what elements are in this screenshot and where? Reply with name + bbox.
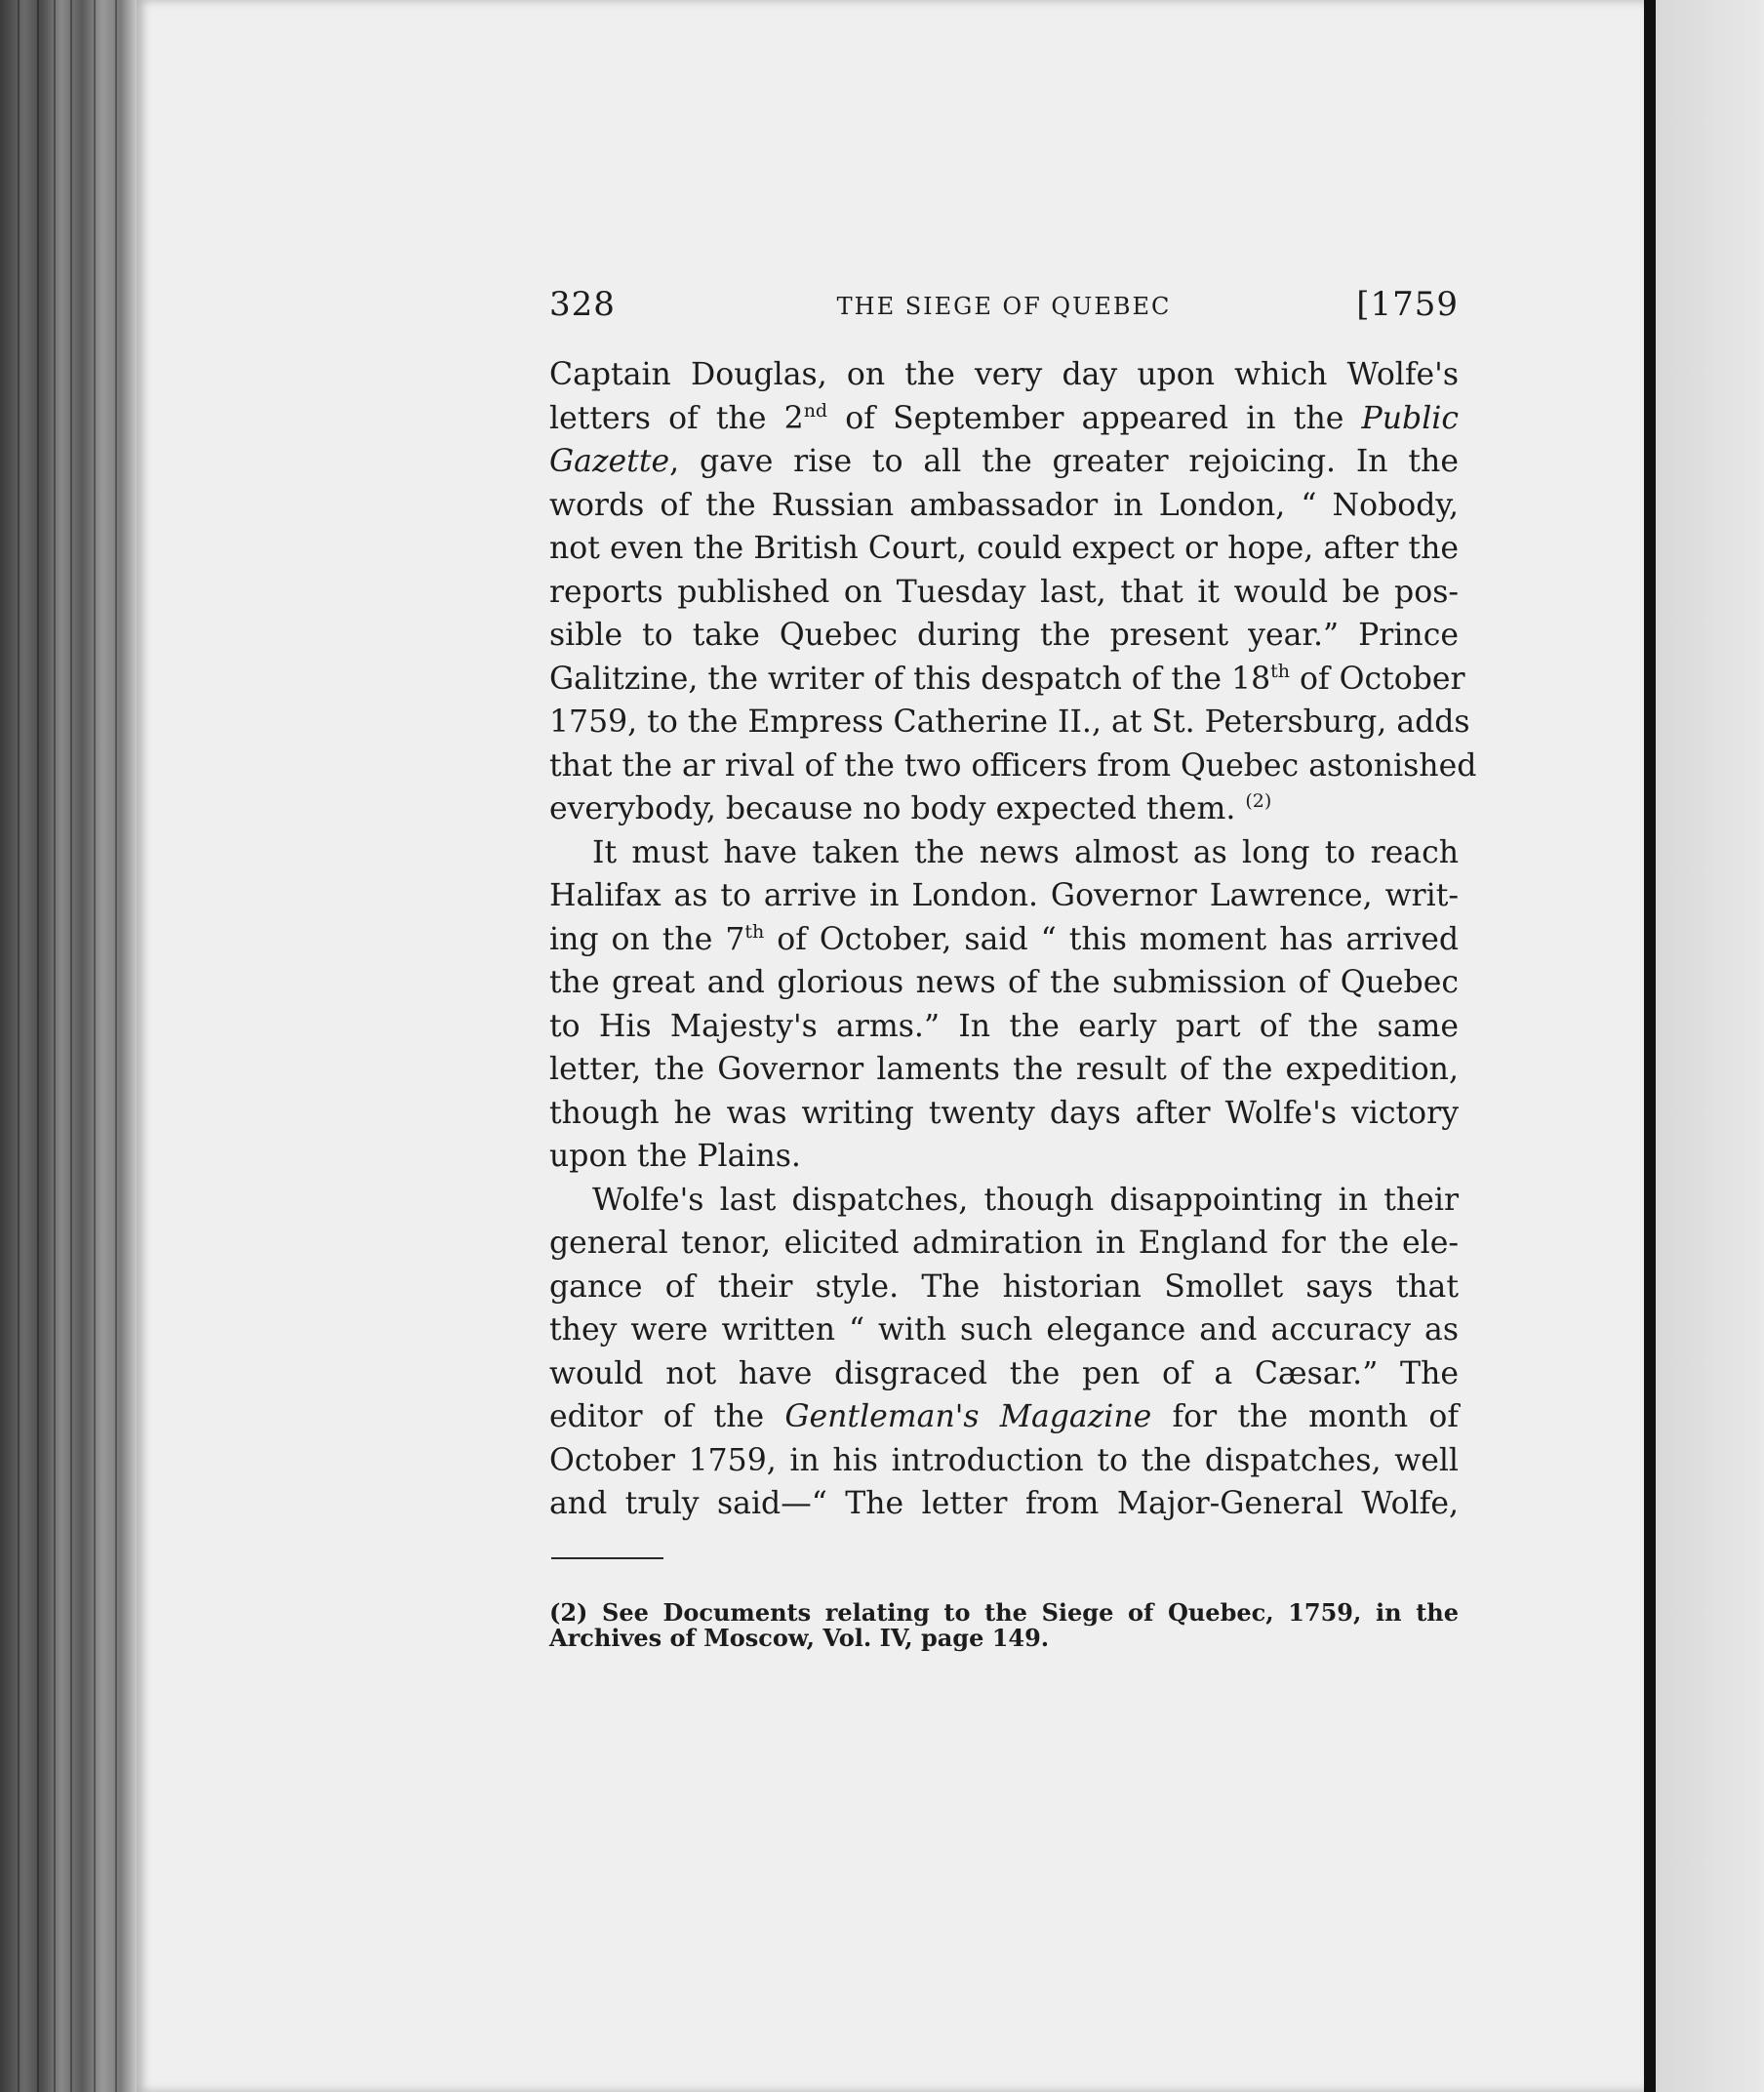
text-line: would not have disgraced the pen of a Cæsar.” The — [549, 1355, 1459, 1391]
adjacent-page-edge — [1656, 0, 1764, 2092]
text-line: not even the British Court, could expect or hope, after the — [549, 531, 1459, 566]
running-title: THE SIEGE OF QUEBEC — [836, 293, 1172, 320]
text-line: though he was writing twenty days after Wolfe's victory — [549, 1095, 1459, 1131]
paragraph — [549, 1179, 1459, 1526]
text-line: reports published on Tuesday last, that it would be pos- — [549, 574, 1459, 610]
body-text — [549, 353, 1477, 1526]
text-line: to His Majesty's arms.” In the early part of the same — [549, 1008, 1459, 1044]
text-line: Halifax as to arrive in London. Governor Lawrence, writ- — [549, 878, 1459, 913]
text-line: letters of the 2nd of September appeared in the Public — [549, 399, 1459, 436]
text-line: Galitzine, the writer of this despatch of the 18th of October — [549, 660, 1465, 697]
footnote-rule — [551, 1557, 663, 1559]
text-line: ing on the 7th of October, said “ this moment has arrived — [549, 920, 1459, 957]
paragraph — [549, 353, 1477, 831]
running-year: [1759 — [1356, 285, 1459, 324]
text-line: everybody, because no body expected them. $^{(2)}$ — [549, 790, 1272, 826]
text-line: that the ar rival of the two officers from Quebec astonished — [549, 747, 1477, 784]
text-line: the great and glorious news of the submission of Quebec — [549, 965, 1459, 1000]
text-line: letter, the Governor laments the result of the expedition, — [549, 1052, 1459, 1087]
footnote-line: Archives of Moscow, Vol. IV, page 149. — [549, 1624, 1050, 1652]
text-line: Captain Douglas, on the very day upon which Wolfe's — [549, 357, 1459, 392]
footnote-marker: (2) — [1245, 790, 1272, 812]
text-line: words of the Russian ambassador in London, “ Nobody, — [549, 487, 1459, 523]
text-line: sible to take Quebec during the present year.” Prince — [549, 618, 1459, 653]
text-line: upon the Plains. — [549, 1139, 801, 1174]
text-line: 1759, to the Empress Catherine II., at St. Petersburg, adds — [549, 704, 1470, 740]
running-head — [549, 285, 1459, 332]
footnote — [549, 1600, 1459, 1651]
book-page-edges — [0, 0, 137, 2092]
page-number: 328 — [549, 285, 616, 324]
text-line: they were written “ with such elegance and accuracy as — [549, 1312, 1459, 1348]
paragraph — [549, 831, 1459, 1179]
text-line: and truly said—“ The letter from Major-General Wolfe, — [549, 1486, 1459, 1521]
text-line: general tenor, elicited admiration in England for the ele- — [549, 1226, 1459, 1261]
footnote-line: (2) See Documents relating to the Siege of Quebec, 1759, in the — [549, 1598, 1459, 1627]
text-line: gance of their style. The historian Smollet says that — [549, 1268, 1459, 1305]
text-line: editor of the Gentleman's Magazine for the month of — [549, 1399, 1460, 1434]
text-line: October 1759, in his introduction to the dispatches, well — [549, 1442, 1459, 1478]
text-line: Wolfe's last dispatches, though disappointing in their — [592, 1182, 1459, 1218]
text-line: Gazette, gave rise to all the greater rejoicing. In the — [549, 444, 1459, 479]
text-line: It must have taken the news almost as long to reach — [592, 834, 1459, 870]
book-gutter — [1644, 0, 1656, 2092]
